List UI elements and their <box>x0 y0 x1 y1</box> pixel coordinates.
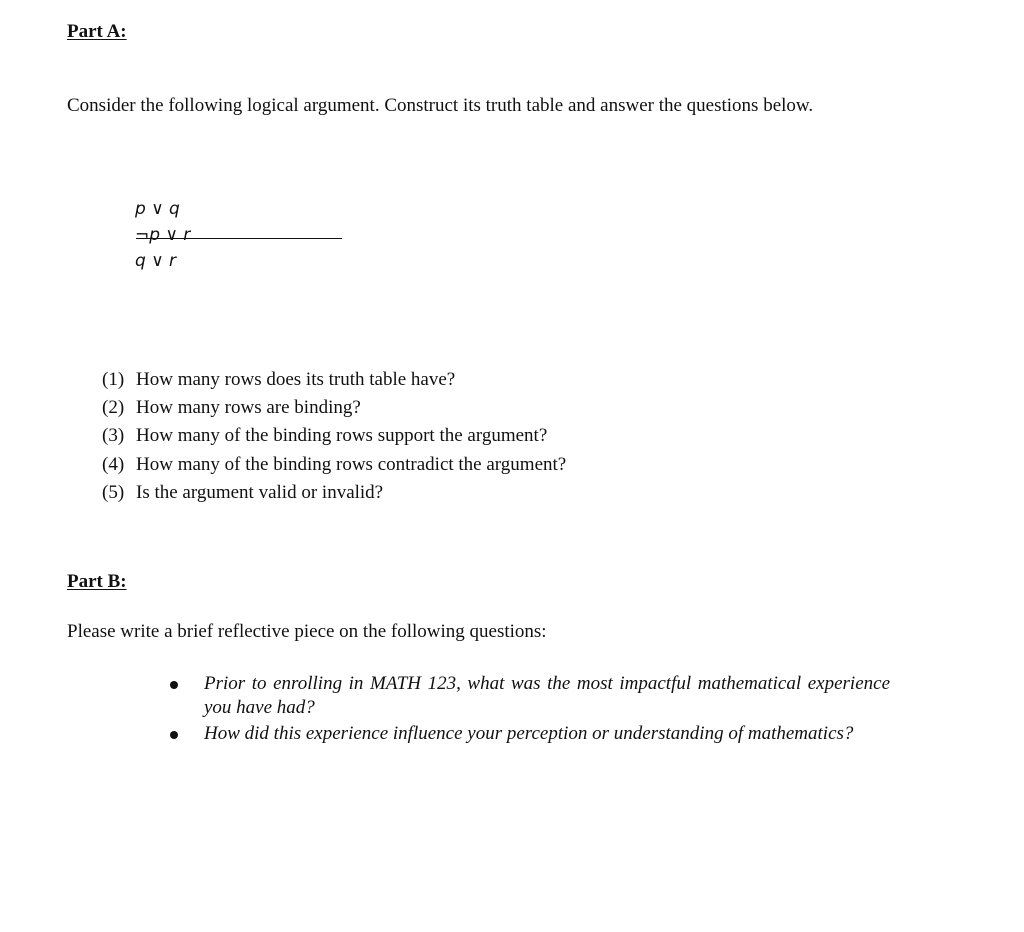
question-item <box>102 422 566 450</box>
question-number: (5) <box>102 481 125 503</box>
question-text: How many of the binding rows support the argument? <box>136 425 548 447</box>
question-item <box>102 479 566 507</box>
question-text: How many rows are binding? <box>136 397 361 419</box>
question-item <box>102 366 566 394</box>
part-a-intro: Consider the following logical argument. Construct its truth table and answer the questions below. <box>67 95 814 116</box>
bullet-icon <box>170 681 178 689</box>
question-list <box>102 366 566 507</box>
question-text: How many of the binding rows contradict the argument? <box>136 453 567 475</box>
bullet-item <box>166 722 890 746</box>
question-number: (1) <box>102 369 125 390</box>
part-b-heading: Part B: <box>67 571 127 592</box>
question-text: How many rows does its truth table have? <box>136 369 456 390</box>
premise-2: ¬p ∨ r <box>135 225 191 245</box>
bullet-item <box>166 672 890 720</box>
question-number: (3) <box>102 425 125 447</box>
argument-divider <box>136 238 342 239</box>
bullet-text: Prior to enrolling in MATH 123, what was the most impactful mathematical experience you have had? <box>204 673 890 718</box>
part-b-intro: Please write a brief reflective piece on the following questions: <box>67 621 547 642</box>
question-number: (4) <box>102 453 125 475</box>
bullet-icon <box>170 731 178 739</box>
question-item <box>102 451 566 479</box>
reflection-questions <box>166 672 890 748</box>
question-item <box>102 394 566 422</box>
premise-1: p ∨ q <box>135 199 180 219</box>
question-number: (2) <box>102 397 125 419</box>
logical-argument <box>135 196 190 274</box>
part-a-heading: Part A: <box>67 21 127 42</box>
conclusion: q ∨ r <box>135 251 177 271</box>
bullet-text: How did this experience influence your perception or understanding of mathematics? <box>204 723 854 744</box>
question-text: Is the argument valid or invalid? <box>136 481 384 503</box>
